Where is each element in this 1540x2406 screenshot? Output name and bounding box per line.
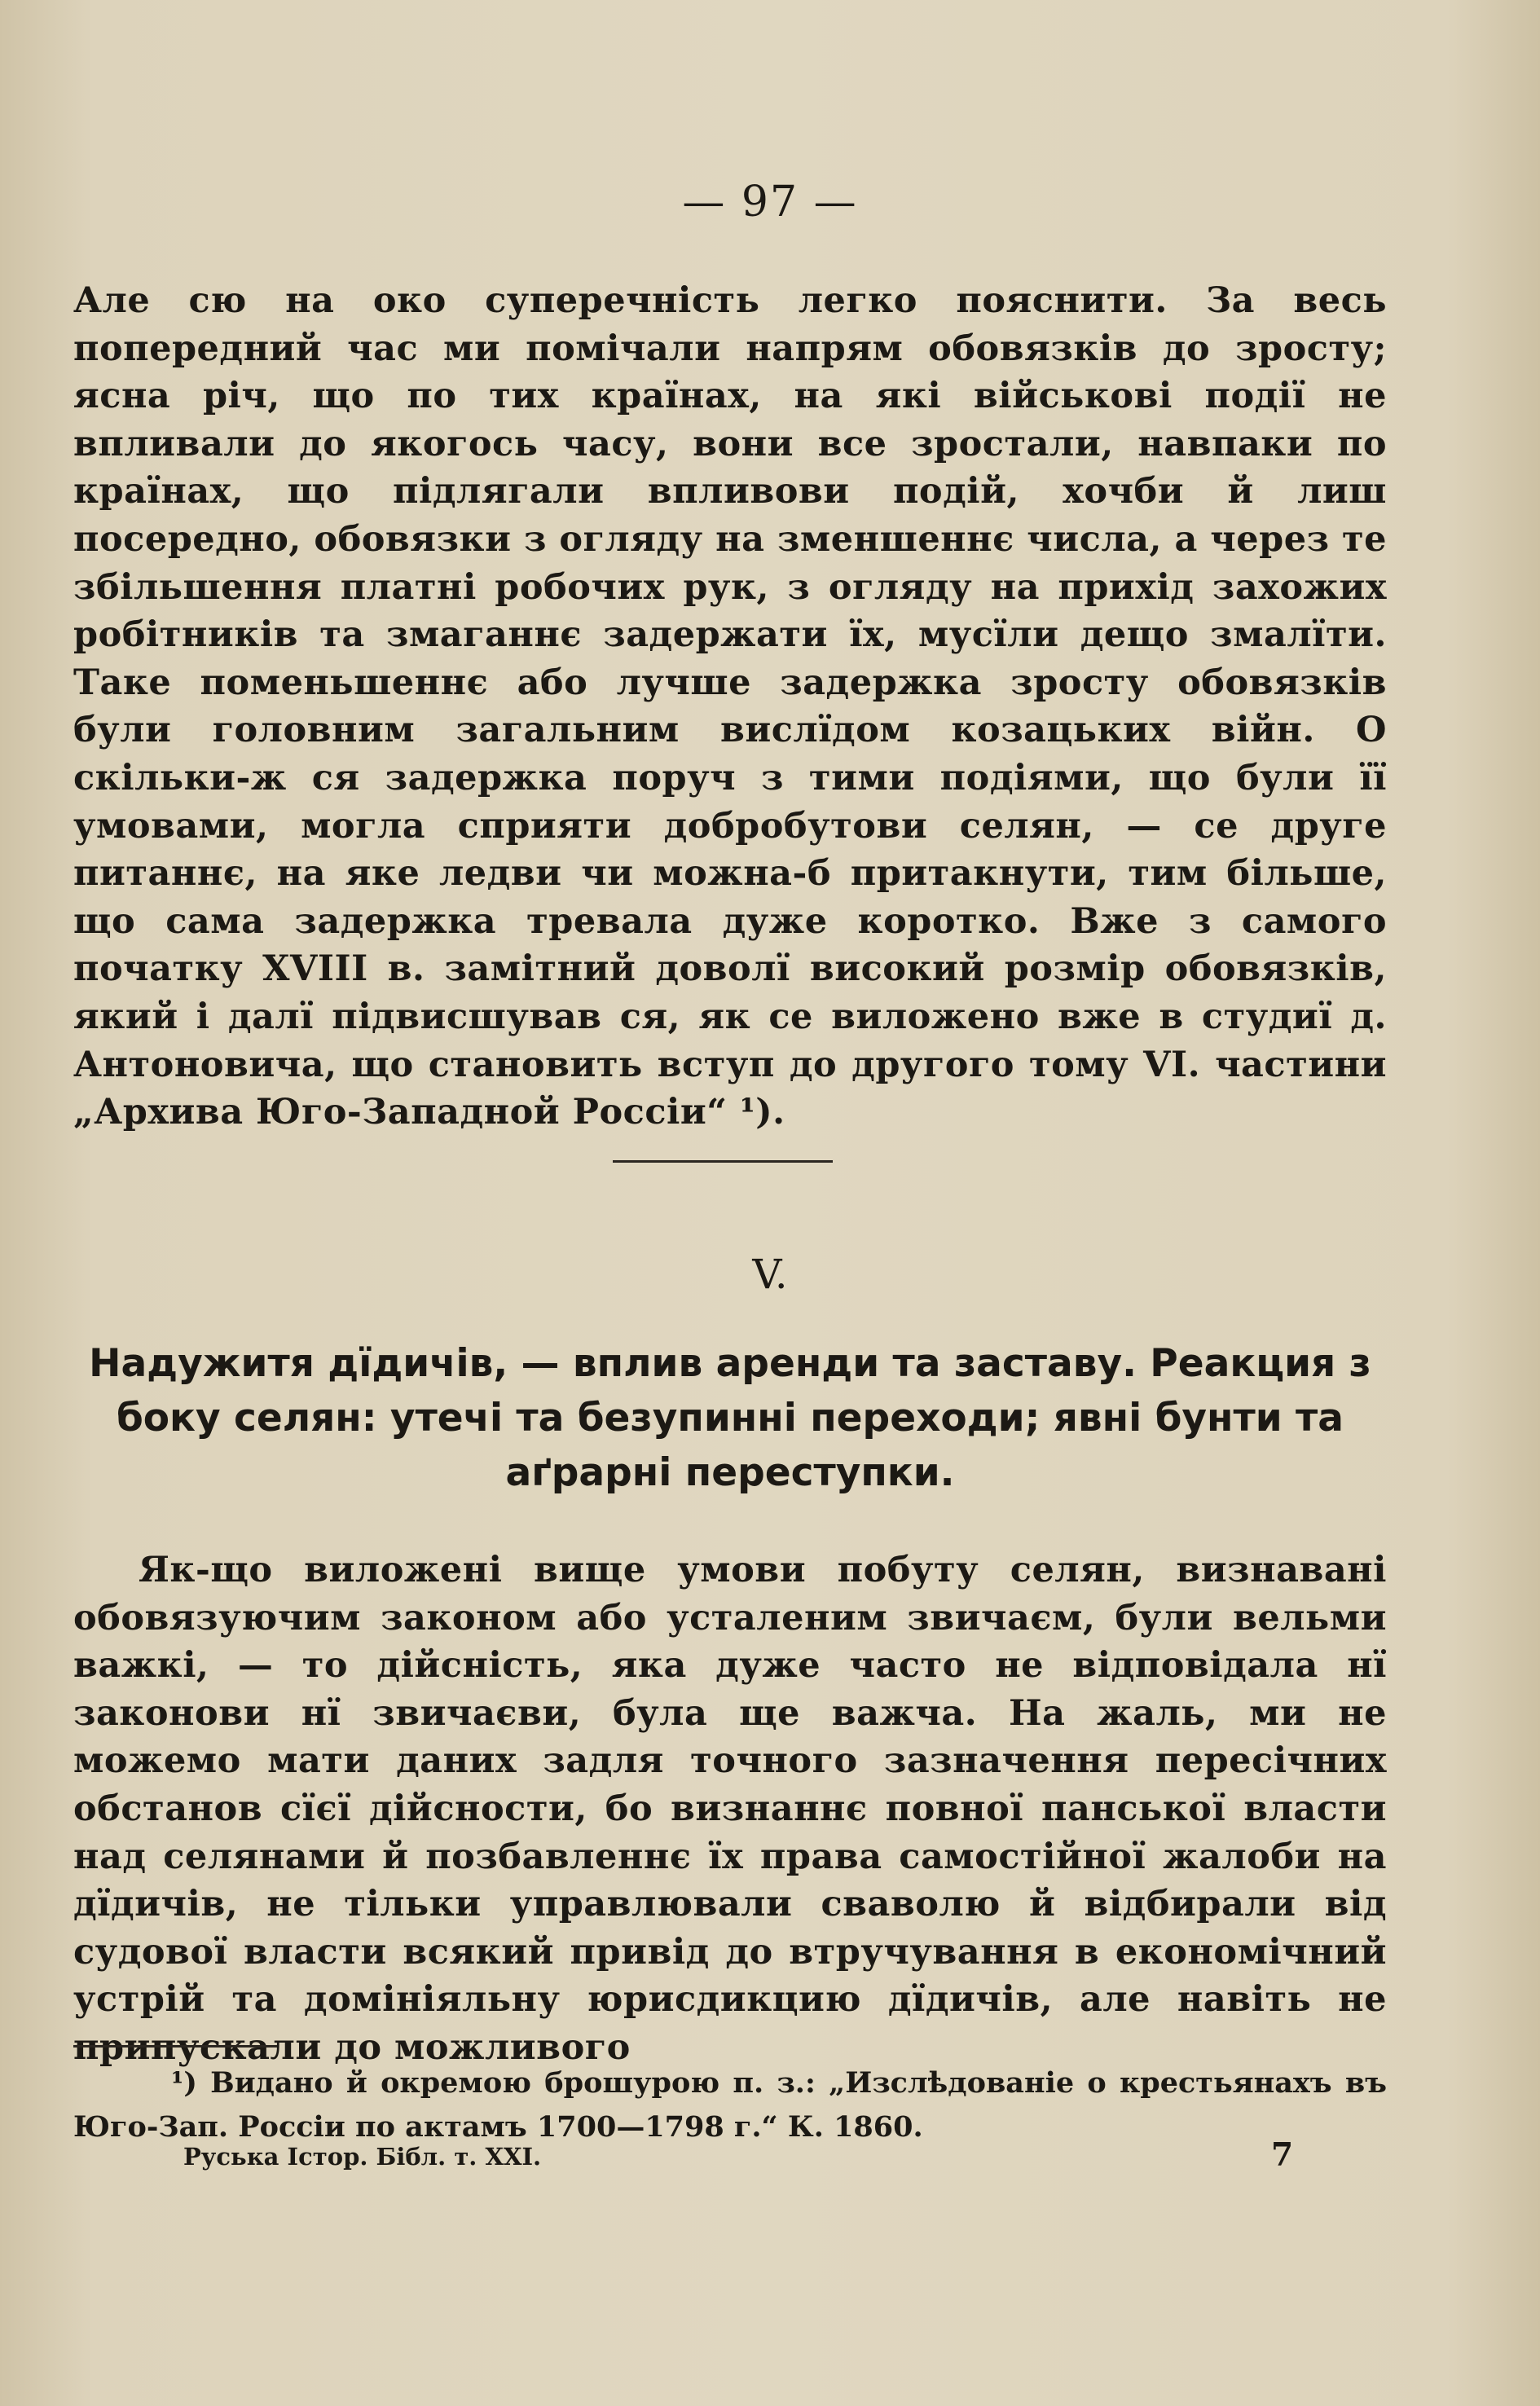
page-number: — 97 —: [682, 178, 858, 227]
paragraph-2: Як-що виложені вище умови побуту селян, визнавані обовязуючим законом або усталеним звичаєм, були вельми важкі, — то дійсність, яка дуже часто не відповідала нї законови нї звичаєви, була ще важча. На жаль, ми не можемо мати даних задля точного зазначення пересічних обстанов сїєї дійсности, бо визнаннє повної панської власти над селянами й позбавленнє їх права самостійної жалоби на дїдичів, не тільки управлювали сваволю й відбирали від судової власти всякий привід до втручування в економічний устрій та домініяльну юрисдикцию дїдичів, але навіть не припускали до можливого: [73, 1550, 1387, 2068]
printer-signature: Руська Істор. Бібл. т. XXI.: [183, 2143, 542, 2171]
paragraph-1: Але сю на око суперечність легко пояснити. За весь попередний час ми помічали напрям обовязків до зросту; ясна річ, що по тих країнах, на які військові події не впливали до якогось часу, вони все зростали, навпаки по країнах, що підлягали впливови подій, хочби й лиш посередно, обовязки з огляду на зменшеннє числа, а через те збільшення платні робочих рук, з огляду на прихід захожих робітників та змаганнє задержати їх, мусїли дещо змалїти. Таке поменьшеннє або лучше задержка зросту обовязків були головним загальним вислїдом козацьких війн. О скільки-ж ся задержка поруч з тими подіями, що були її умовами, могла сприяти добробутови селян, — се друге питаннє, на яке ледви чи можна-б притакнути, тим більше, що сама задержка тревала дуже коротко. Вже з самого початку XVIII в. замітний доволї високий розмір обовязків, який і далї підвисшував ся, як се виложено вже в студиї д. Антоновича, що становить вступ до другого тому VI. частини „Архива Юго-Западной Россіи“ ¹).: [73, 280, 1387, 1133]
section-divider: [613, 1160, 833, 1163]
section-heading: Надужитя дїдичів, — вплив аренди та заставу. Реакция з боку селян: утечі та безупинні переходи; явні бунти та аґрарні переступки.: [89, 1341, 1371, 1495]
sheet-number: 7: [1271, 2136, 1294, 2174]
section-number: V.: [752, 1251, 788, 1298]
footnote-divider: [73, 2045, 277, 2048]
footnote: ¹) Видано й окремою брошурою п. з.: „Изслѣдованіе о крестьянахъ въ Юго-Зап. Россіи по актамъ 1700—1798 г.“ К. 1860.: [73, 2066, 1387, 2144]
